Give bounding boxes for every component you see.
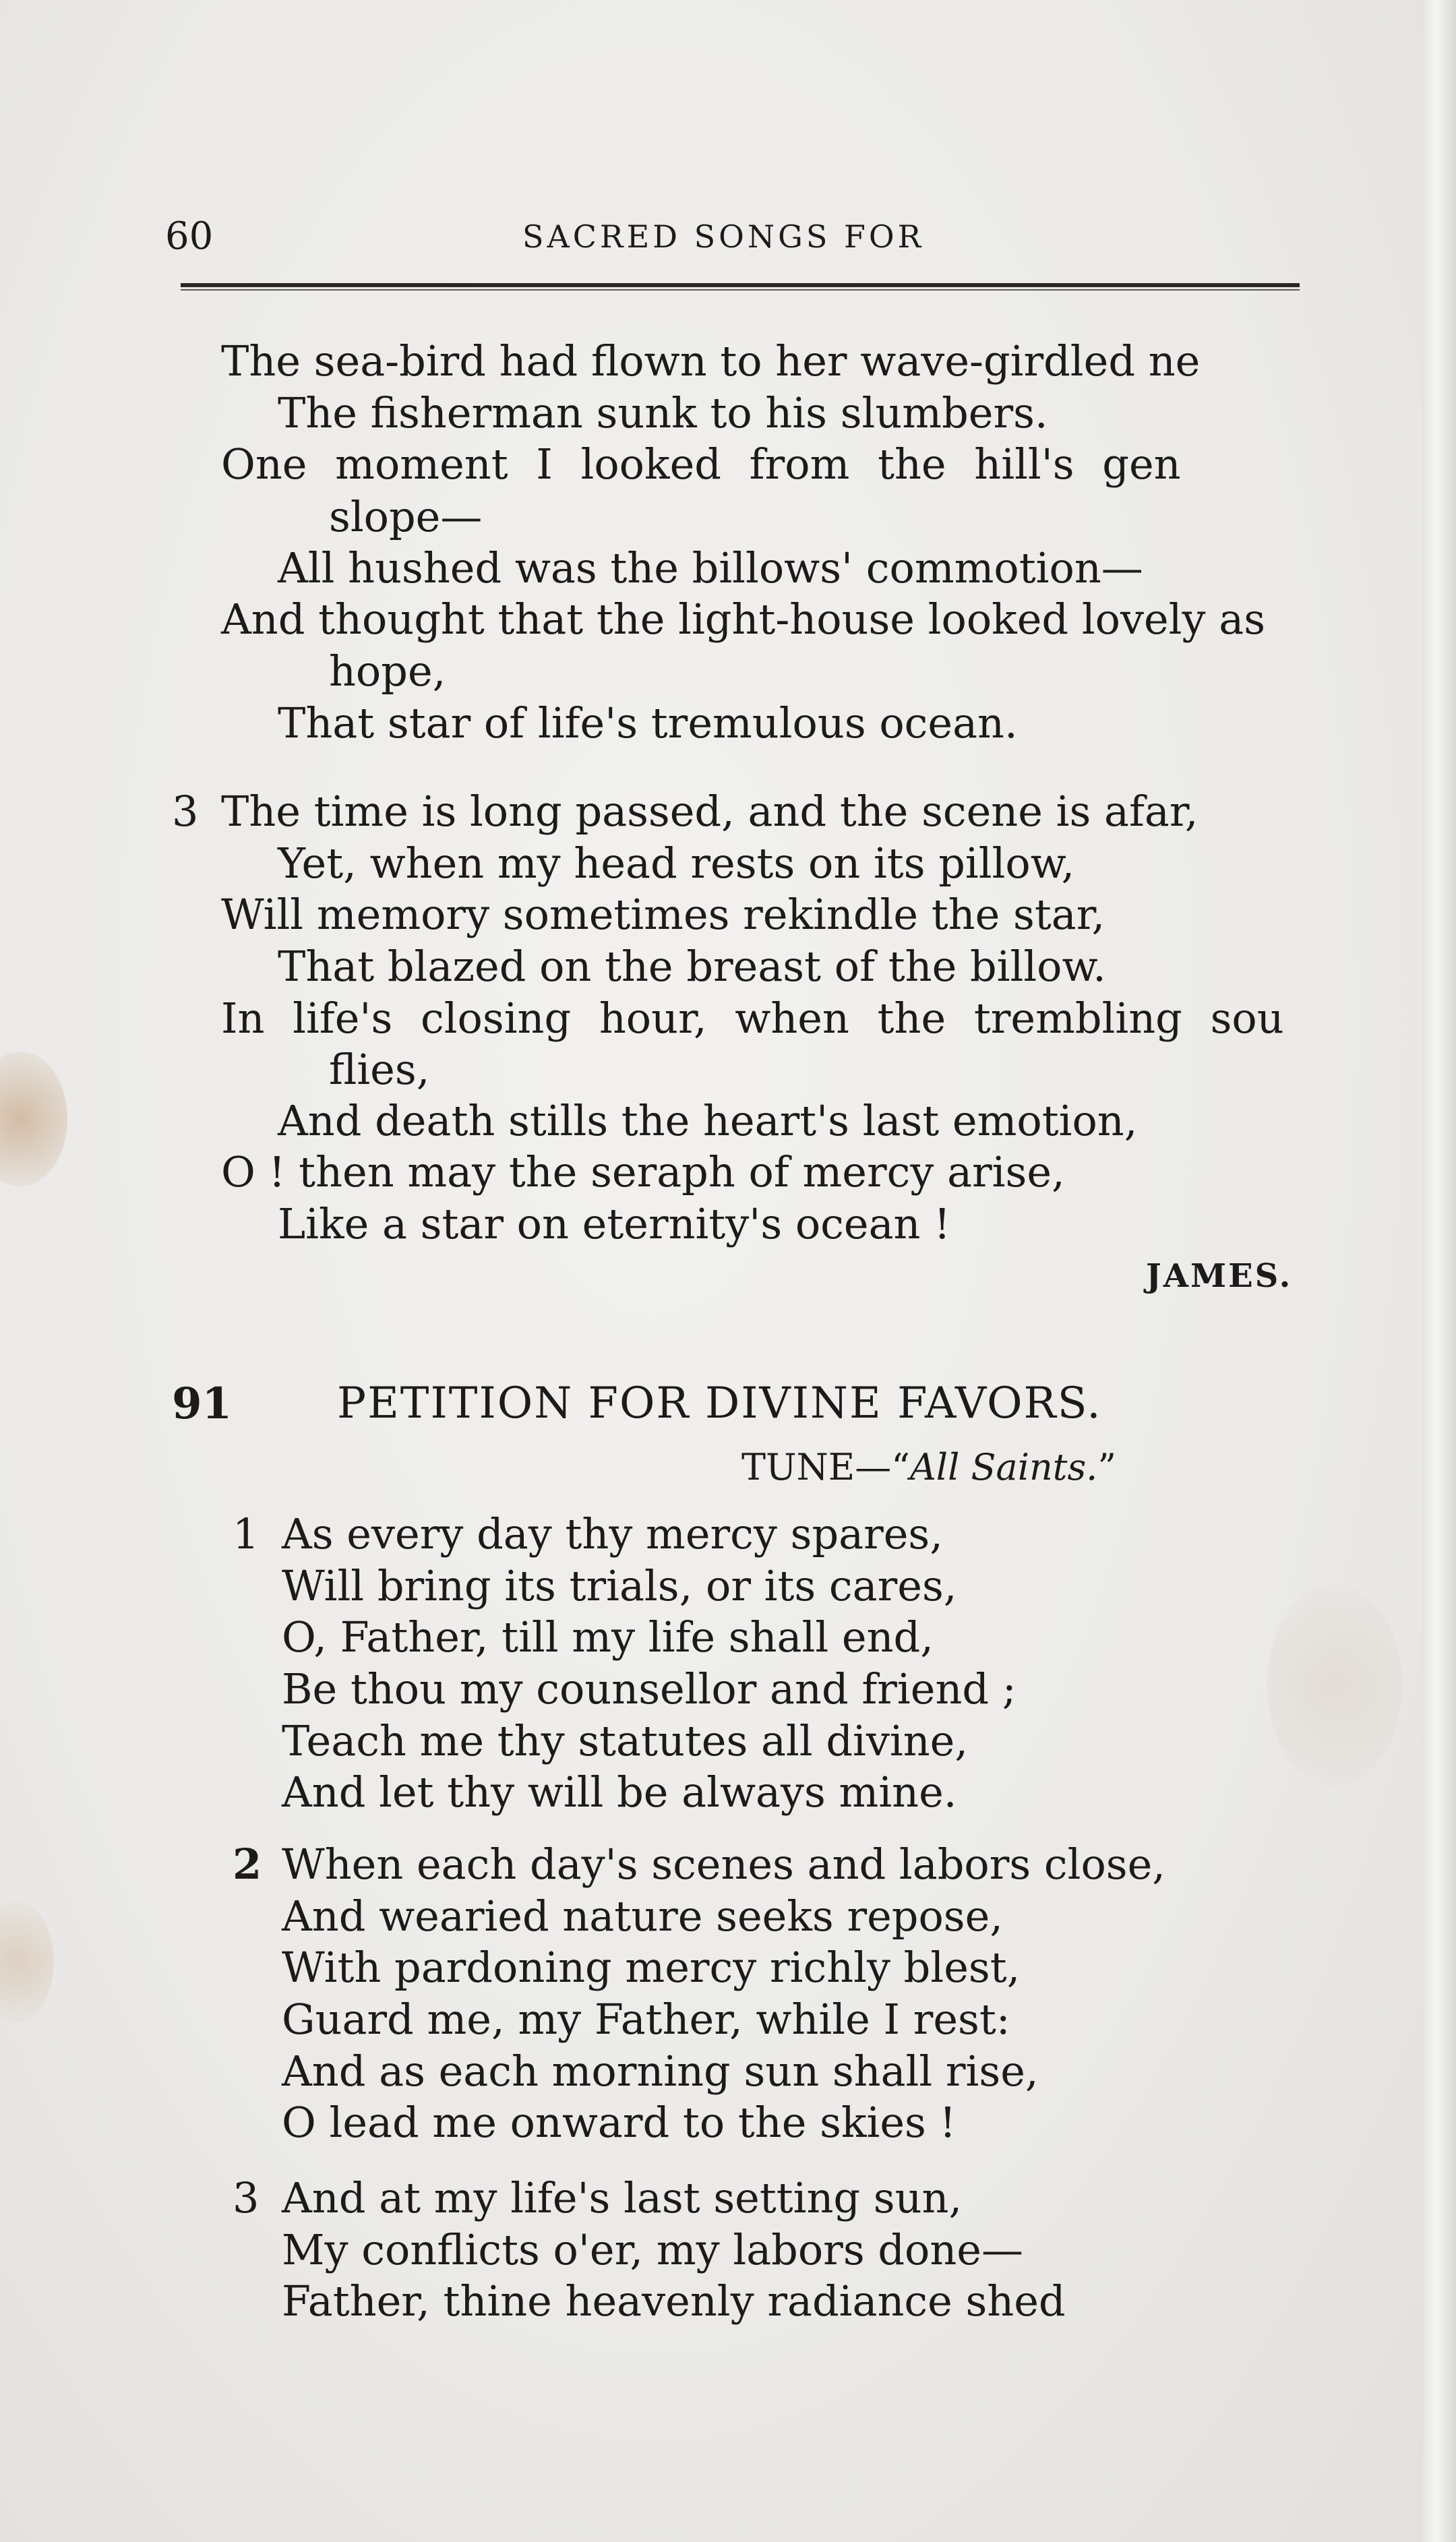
poem-line: The time is long passed, and the scene is afar,	[221, 787, 1199, 836]
paper-stain	[0, 1901, 54, 2022]
header-rule	[181, 283, 1300, 287]
page-number: 60	[165, 214, 214, 258]
poem-line: hope,	[329, 646, 446, 696]
hymn-line: With pardoning mercy richly blest,	[282, 1943, 1021, 1992]
poem-line: In life's closing hour, when the trembling sou	[221, 994, 1284, 1043]
hymn-title: PETITION FOR DIVINE FAVORS.	[337, 1379, 1102, 1428]
hymn-line: As every day thy mercy spares,	[282, 1509, 943, 1559]
paper-stain	[0, 1052, 67, 1186]
stanza-number: 3	[233, 2173, 260, 2222]
hymn-line: And at my life's last setting sun,	[282, 2173, 963, 2222]
hymn-number: 91	[172, 1379, 233, 1429]
poem-line: That star of life's tremulous ocean.	[278, 698, 1018, 748]
poem-line: All hushed was the billows' commotion—	[278, 543, 1143, 593]
hymn-line: Guard me, my Father, while I rest:	[282, 1995, 1010, 2044]
header-rule-thin	[181, 289, 1300, 291]
poem-line: Like a star on eternity's ocean !	[278, 1199, 951, 1248]
poem-line: The sea-bird had flown to her wave-girdled ne	[221, 336, 1201, 386]
tune-name: All Saints.	[909, 1446, 1098, 1488]
tune-line	[741, 1446, 1116, 1488]
poem-line: One moment I looked from the hill's gen	[221, 440, 1181, 489]
poem-line: O ! then may the seraph of mercy arise,	[221, 1147, 1065, 1197]
stanza-number: 1	[233, 1509, 260, 1559]
running-head: SACRED SONGS FOR	[522, 218, 925, 255]
poem-line: Will memory sometimes rekindle the star,	[221, 890, 1105, 939]
stanza-number: 2	[233, 1840, 262, 1889]
hymn-line: My conflicts o'er, my labors done—	[282, 2225, 1023, 2274]
poem-line: slope—	[329, 492, 483, 541]
tune-label: TUNE—“	[741, 1446, 910, 1488]
hymn-line: O lead me onward to the skies !	[282, 2098, 957, 2147]
hymn-line: Teach me thy statutes all divine,	[282, 1716, 969, 1765]
stanza-number: 3	[172, 787, 199, 836]
hymn-line: When each day's scenes and labors close,	[282, 1840, 1165, 1889]
hymn-line: Father, thine heavenly radiance shed	[282, 2276, 1066, 2326]
poem-line: Yet, when my head rests on its pillow,	[278, 839, 1075, 888]
author-attribution: JAMES.	[1146, 1257, 1293, 1295]
poem-line: And thought that the light-house looked lovely as	[221, 595, 1266, 644]
poem-line: flies,	[329, 1045, 430, 1094]
poem-line: And death stills the heart's last emotion,	[278, 1096, 1138, 1145]
hymn-line: And let thy will be always mine.	[282, 1767, 957, 1817]
hymn-line: And as each morning sun shall rise,	[282, 2047, 1039, 2096]
hymn-line: Will bring its trials, or its cares,	[282, 1561, 957, 1610]
page-gutter	[1422, 0, 1456, 2542]
tune-close: ”	[1097, 1446, 1116, 1488]
paper-stain	[1267, 1584, 1402, 1786]
hymn-line: And wearied nature seeks repose,	[282, 1892, 1004, 1941]
hymn-line: Be thou my counsellor and friend ;	[282, 1664, 1017, 1714]
poem-line: The fisherman sunk to his slumbers.	[278, 388, 1048, 437]
hymn-line: O, Father, till my life shall end,	[282, 1612, 934, 1662]
page-header	[165, 202, 1304, 263]
poem-line: That blazed on the breast of the billow.	[278, 942, 1106, 991]
